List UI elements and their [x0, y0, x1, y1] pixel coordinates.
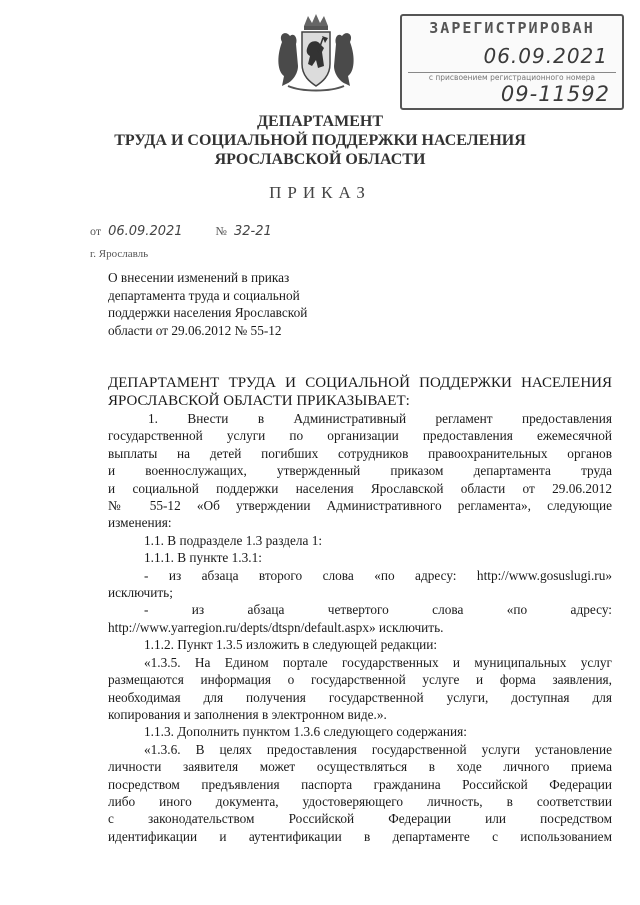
body-line: - из абзаца второго слова «по адресу: http://www.gosuslugi.ru» [144, 567, 612, 583]
city-label: г. Ярославль [90, 248, 149, 260]
body-line: личности заявителя может осуществляться в ходе личного приема [108, 759, 612, 775]
body-line: - из абзаца четвертого слова «по адресу: [144, 602, 612, 618]
from-label: от [90, 224, 102, 238]
department-line: ЯРОСЛАВСКОЙ ОБЛАСТИ [214, 151, 426, 168]
order-body [108, 375, 612, 845]
body-line: государственной услуги по организации предоставления ежемесячной [108, 428, 612, 444]
stamp-title: ЗАРЕГИСТРИРОВАН [429, 19, 595, 37]
stamp-number: 09-11592 [500, 82, 610, 106]
declaration-line: ДЕПАРТАМЕНТ ТРУДА И СОЦИАЛЬНОЙ ПОДДЕРЖКИ НАСЕЛЕНИЯ [108, 375, 612, 391]
subject-line: области от 29.06.2012 № 55-12 [108, 322, 282, 338]
body-line: http://www.yarregion.ru/depts/dtspn/default.aspx» исключить. [108, 619, 444, 635]
body-line: размещаются информация о государственной услуге и форма заявления, [108, 672, 612, 688]
body-line: выплаты на детей погибших сотрудников правоохранительных органов [108, 445, 612, 461]
order-subject [108, 269, 368, 339]
body-line: и военнослужащих, утвержденный приказом департамента труда [108, 463, 612, 479]
body-line: идентификации и аутентификации в департаменте с использованием [108, 828, 612, 844]
body-line: исключить; [108, 585, 173, 601]
body-line: изменения: [108, 515, 172, 531]
body-line: либо иного документа, удостоверяющего личность, в соответствии [108, 793, 612, 809]
declaration-line: ЯРОСЛАВСКОЙ ОБЛАСТИ ПРИКАЗЫВАЕТ: [108, 392, 410, 409]
stamp-date: 06.09.2021 [483, 44, 608, 68]
body-line: 1.1.3. Дополнить пунктом 1.3.6 следующего содержания: [144, 724, 467, 740]
stamp-caption: с присвоением регистрационного номера [428, 73, 596, 82]
department-header [0, 112, 640, 169]
registration-stamp [400, 14, 624, 110]
doc-type-title: ПРИКАЗ [269, 183, 371, 202]
body-line: 1.1.2. Пункт 1.3.5 изложить в следующей редакции: [144, 637, 438, 653]
body-line: с законодательством Российской Федерации или посредством [108, 811, 612, 827]
body-line: и социальной поддержки населения Ярославской области от 29.06.2012 [108, 480, 612, 496]
order-date: 06.09.2021 [108, 224, 183, 239]
body-line: посредством предъявления паспорта гражданина Российской Федерации [108, 776, 612, 792]
body-line: необходимая для получения государственной услуги, доступная для [108, 689, 612, 705]
subject-line: департамента труда и социальной [108, 287, 300, 303]
body-line: 1. Внести в Административный регламент предоставления [148, 411, 612, 426]
body-line: 1.1. В подразделе 1.3 раздела 1: [144, 532, 323, 548]
subject-line: О внесении изменений в приказ [108, 270, 290, 285]
order-meta [90, 224, 272, 239]
body-line: 1.1.1. В пункте 1.3.1: [144, 550, 262, 566]
number-label: № [215, 224, 227, 238]
department-line: ДЕПАРТАМЕНТ [257, 113, 383, 130]
body-line: № 55-12 «Об утверждении Административного регламента», следующие [108, 498, 612, 514]
body-line: «1.3.5. На Едином портале государственных и муниципальных услуг [144, 654, 612, 670]
order-number: 32-21 [233, 224, 272, 239]
body-line: «1.3.6. В целях предоставления государственной услуги установление [144, 741, 612, 757]
declaration [108, 375, 612, 410]
subject-line: поддержки населения Ярославской [108, 305, 308, 320]
body-line: копирования и заполнения в электронном виде.». [108, 706, 387, 722]
department-line: ТРУДА И СОЦИАЛЬНОЙ ПОДДЕРЖКИ НАСЕЛЕНИЯ [114, 132, 526, 149]
coat-of-arms-icon [268, 12, 364, 94]
